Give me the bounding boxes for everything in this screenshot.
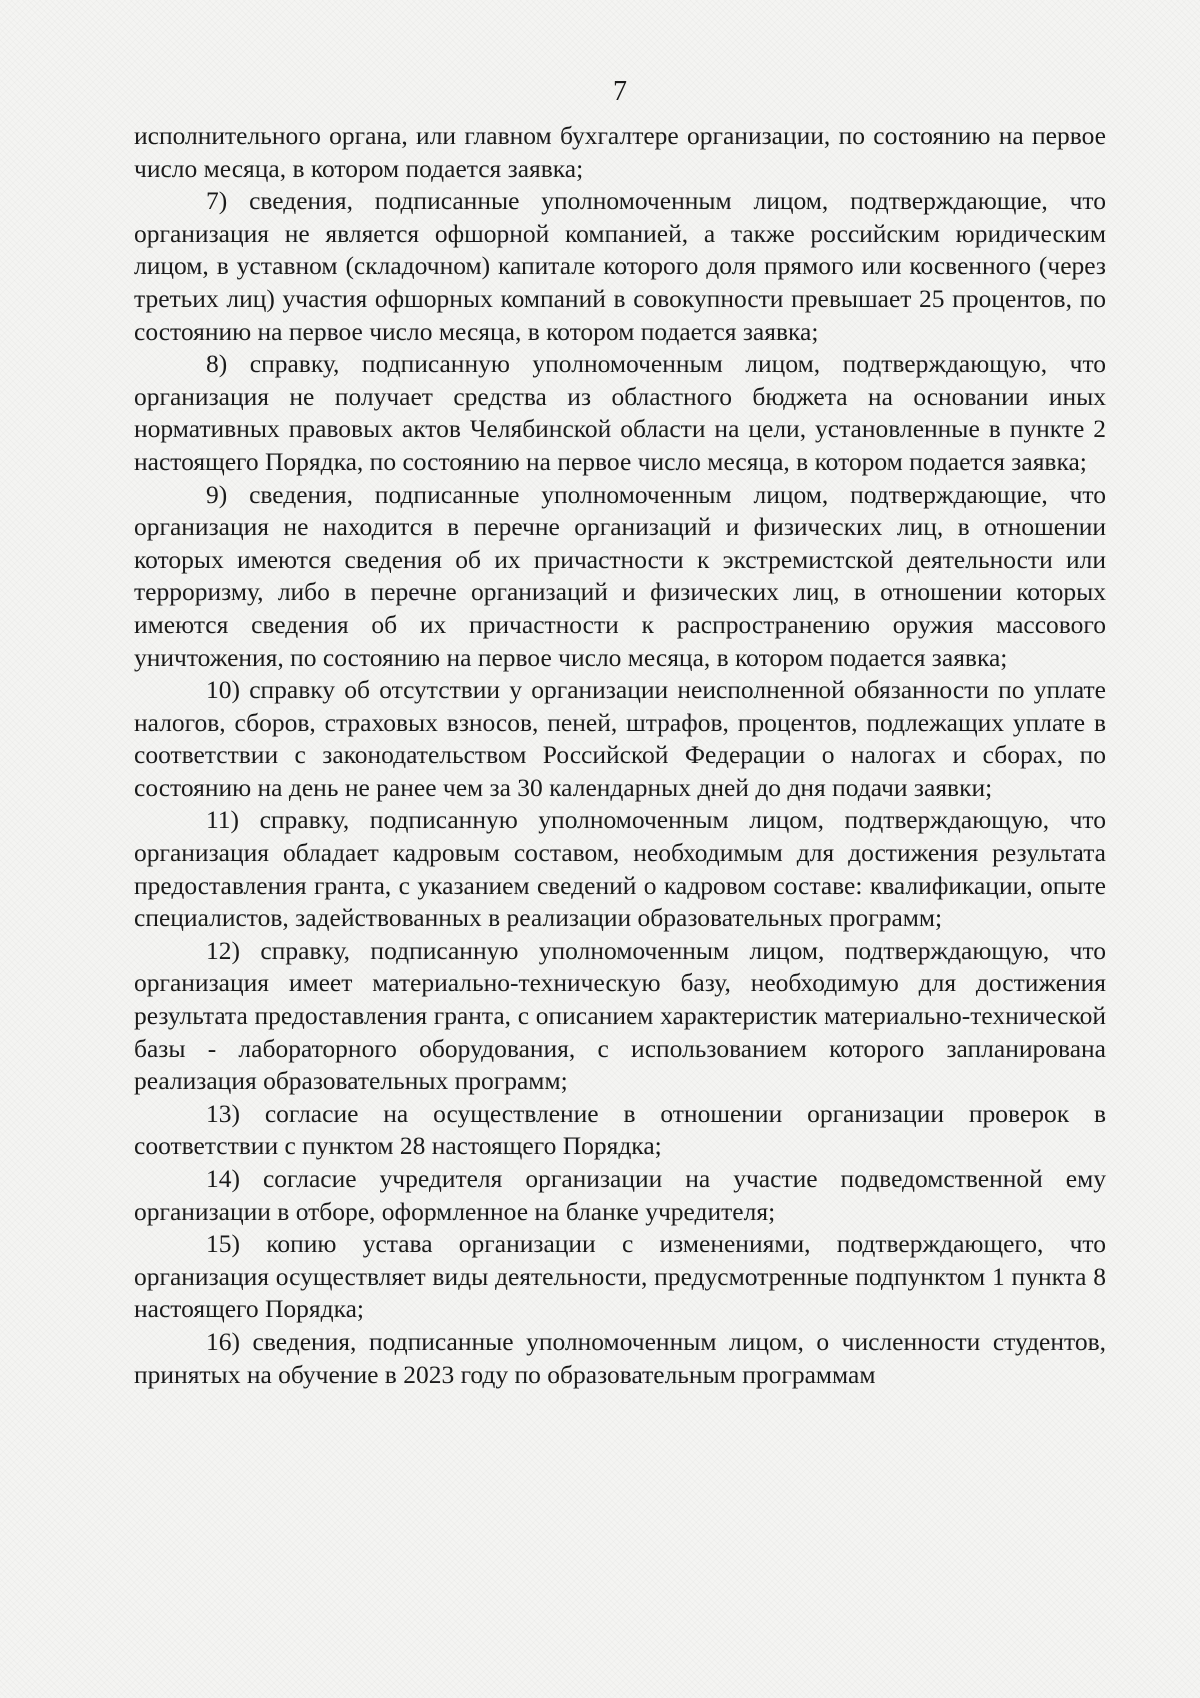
paragraph-item-13: 13) согласие на осуществление в отношении организации проверок в соответствии с пунктом 28 настоящего Порядка;	[134, 1098, 1106, 1161]
document-body	[134, 120, 1106, 1391]
paragraph-item-14: 14) согласие учредителя организации на участие подведомственной ему организации в отборе, оформленное на бланке учредителя;	[134, 1164, 1106, 1226]
paragraph-item-10: 10) справку об отсутствии у организации неисполненной обязанности по уплате налогов, сборов, страховых взносов, пеней, штрафов, процентов, подлежащих уплате в соответствии с законодательством Российской Федерации о налогах и сборах, по состоянию на день не ранее чем за 30 календарных дней до дня подачи заявки;	[134, 675, 1106, 802]
paragraph-item-8: 8) справку, подписанную уполномоченным лицом, подтверждающую, что организация не получает средства из областного бюджета на основании иных нормативных правовых актов Челябинской области на цели, установленные в пункте 2 настоящего Порядка, по состоянию на первое число месяца, в котором подается заявка;	[134, 349, 1106, 476]
paragraph-item-11: 11) справку, подписанную уполномоченным лицом, подтверждающую, что организация обладает кадровым составом, необходимым для достижения результата предоставления гранта, с указанием сведений о кадровом составе: квалификации, опыте специалистов, задействованных в реализации образовательных программ;	[134, 805, 1106, 933]
paragraph-item-15: 15) копию устава организации с изменениями, подтверждающего, что организация осуществляет виды деятельности, предусмотренные подпунктом 1 пункта 8 настоящего Порядка;	[134, 1229, 1106, 1324]
paragraph-item-16: 16) сведения, подписанные уполномоченным лицом, о численности студентов, принятых на обучение в 2023 году по образовательным программам	[134, 1326, 1106, 1389]
paragraph-item-12: 12) справку, подписанную уполномоченным лицом, подтверждающую, что организация имеет материально-техническую базу, необходимую для достижения результата предоставления гранта, с описанием характеристик материально-технической базы - лабораторного оборудования, с использованием которого запланирована реализация образовательных программ;	[134, 935, 1106, 1096]
paragraph-item-9: 9) сведения, подписанные уполномоченным лицом, подтверждающие, что организация не находится в перечне организаций и физических лиц, в отношении которых имеются сведения об их причастности к экстремистской деятельности или терроризму, либо в перечне организаций и физических лиц, в отношении которых имеются сведения об их причастности к распространению оружия массового уничтожения, по состоянию на первое число месяца, в котором подается заявка;	[134, 479, 1106, 672]
paragraph-continuation: исполнительного органа, или главном бухгалтере организации, по состоянию на первое число месяца, в котором подается заявка;	[134, 121, 1106, 183]
page-number: 7	[613, 76, 627, 107]
paragraph-item-7: 7) сведения, подписанные уполномоченным лицом, подтверждающие, что организация не является офшорной компанией, а также российским юридическим лицом, в уставном (складочном) капитале которого доля прямого или косвенного (через третьих лиц) участия офшорных компаний в совокупности превышает 25 процентов, по состоянию на первое число месяца, в котором подается заявка;	[134, 186, 1106, 346]
